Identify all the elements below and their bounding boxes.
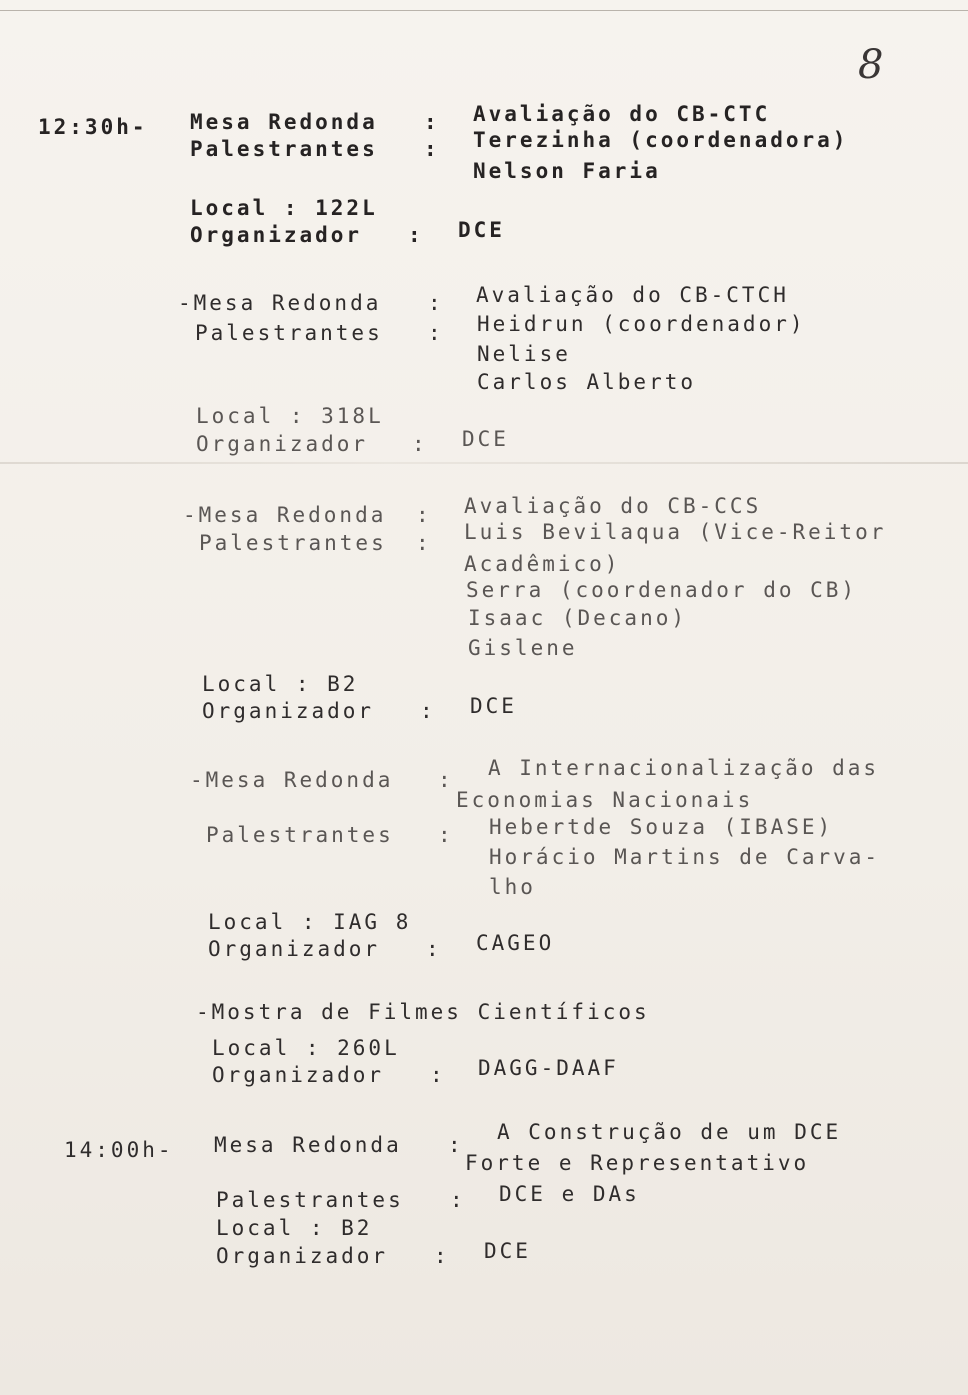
- local-line-3: Local : B2: [202, 672, 359, 696]
- event-topic-1: Avaliação do CB-CTC: [473, 102, 771, 126]
- speakers-label-4: Palestrantes: [206, 823, 394, 847]
- organizer-2: DCE: [462, 427, 509, 451]
- event-type-2: -Mesa Redonda: [178, 291, 382, 315]
- event-topic-6a: A Construção de um DCE: [497, 1120, 842, 1144]
- paper-fold-line: [0, 462, 968, 464]
- organizer-label-3: Organizador: [202, 699, 375, 723]
- time-1230: 12:30h-: [38, 115, 148, 139]
- speaker: Horácio Martins de Carva-: [489, 845, 881, 869]
- colon: :: [450, 1188, 466, 1212]
- speaker: Serra (coordenador do CB): [466, 578, 858, 602]
- speaker: Acadêmico): [464, 552, 621, 576]
- speaker: Nelise: [477, 342, 571, 366]
- colon: :: [416, 531, 432, 555]
- speaker: lho: [489, 875, 536, 899]
- speakers-label-1: Palestrantes: [190, 137, 378, 161]
- organizer-label-6: Organizador: [216, 1244, 389, 1268]
- colon: :: [448, 1133, 464, 1157]
- event-type-4: -Mesa Redonda: [190, 768, 394, 792]
- colon: :: [420, 699, 436, 723]
- local-line-1: Local : 122L: [190, 196, 378, 220]
- local-line-5: Local : 260L: [212, 1036, 400, 1060]
- page-number: 8: [858, 42, 884, 88]
- colon: :: [412, 432, 428, 456]
- speaker: Heidrun (coordenador): [477, 312, 806, 336]
- colon: :: [438, 823, 454, 847]
- event-type-5: -Mostra de Filmes Científicos: [196, 1000, 650, 1024]
- colon: :: [428, 291, 444, 315]
- time-1400: 14:00h-: [64, 1138, 174, 1162]
- speaker: Isaac (Decano): [468, 606, 688, 630]
- speaker: Hebertde Souza (IBASE): [489, 815, 834, 839]
- event-topic-3: Avaliação do CB-CCS: [464, 494, 762, 518]
- event-type-6: Mesa Redonda: [214, 1133, 402, 1157]
- speaker: Luis Bevilaqua (Vice-Reitor: [464, 520, 887, 544]
- speakers-label-2: Palestrantes: [195, 321, 383, 345]
- speaker: Carlos Alberto: [477, 370, 697, 394]
- organizer-4: CAGEO: [476, 931, 555, 955]
- colon: :: [424, 137, 440, 161]
- organizer-label-2: Organizador: [196, 432, 369, 456]
- local-line-2: Local : 318L: [196, 404, 384, 428]
- organizer-6: DCE: [484, 1239, 531, 1263]
- organizer-label-4: Organizador: [208, 937, 381, 961]
- organizer-1: DCE: [458, 218, 505, 242]
- top-edge-line: [0, 10, 968, 11]
- colon: :: [434, 1244, 450, 1268]
- colon: :: [424, 110, 440, 134]
- colon: :: [426, 937, 442, 961]
- local-line-4: Local : IAG 8: [208, 910, 412, 934]
- speaker: Terezinha (coordenadora): [473, 128, 849, 152]
- organizer-label-1: Organizador: [190, 223, 363, 247]
- speaker: DCE e DAs: [499, 1182, 640, 1206]
- speaker: Nelson Faria: [473, 159, 661, 183]
- event-topic-6b: Forte e Representativo: [465, 1151, 810, 1175]
- speaker: Gislene: [468, 636, 578, 660]
- organizer-label-5: Organizador: [212, 1063, 385, 1087]
- colon: :: [408, 223, 424, 247]
- organizer-3: DCE: [470, 694, 517, 718]
- event-topic-4a: A Internacionalização das: [488, 756, 880, 780]
- event-type-3: -Mesa Redonda: [183, 503, 387, 527]
- colon: :: [430, 1063, 446, 1087]
- event-type-1: Mesa Redonda: [190, 110, 378, 134]
- colon: :: [416, 503, 432, 527]
- event-topic-2: Avaliação do CB-CTCH: [476, 283, 789, 307]
- speakers-label-3: Palestrantes: [199, 531, 387, 555]
- local-line-6: Local : B2: [216, 1216, 373, 1240]
- organizer-5: DAGG-DAAF: [478, 1056, 619, 1080]
- speakers-label-6: Palestrantes: [216, 1188, 404, 1212]
- colon: :: [428, 321, 444, 345]
- event-topic-4b: Economias Nacionais: [456, 788, 754, 812]
- colon: :: [438, 768, 454, 792]
